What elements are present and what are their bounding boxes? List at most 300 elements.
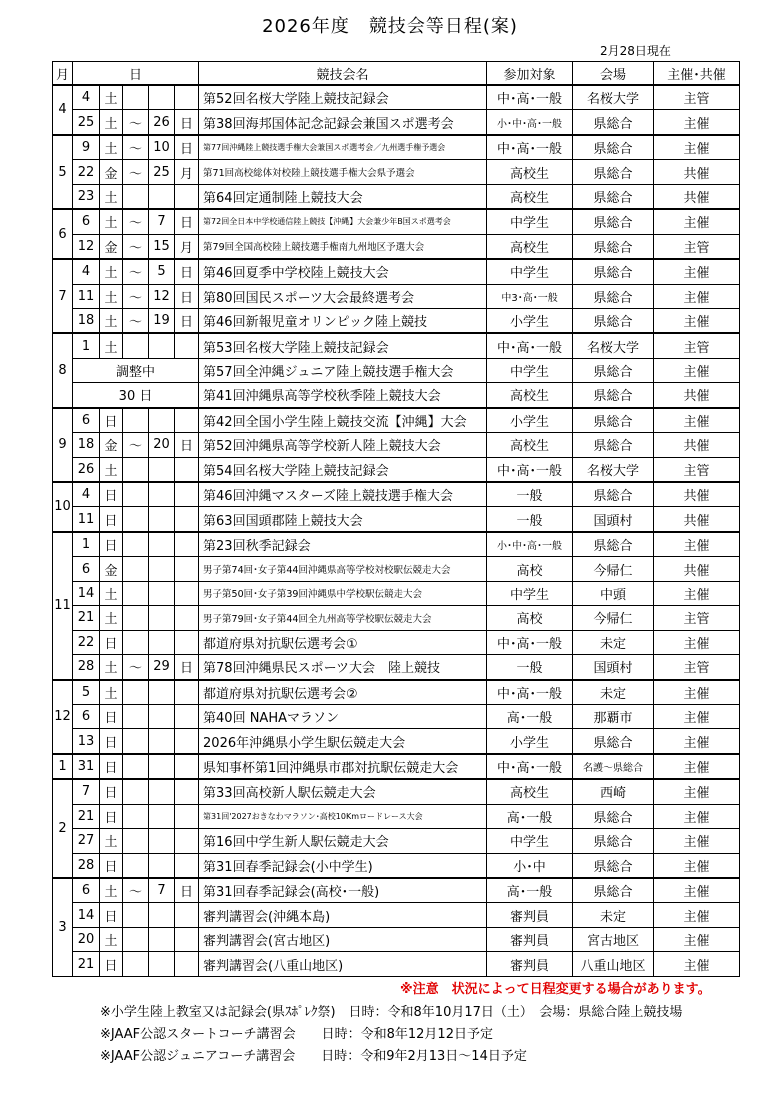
organizer-cell: 主管 bbox=[654, 85, 740, 110]
venue-cell: 中頭 bbox=[573, 581, 654, 605]
target-cell: 小･中･高･一般 bbox=[487, 532, 573, 557]
table-row bbox=[53, 135, 740, 160]
end-day-cell bbox=[149, 85, 175, 110]
table-row bbox=[53, 878, 740, 903]
event-name-cell: 第42回全国小学生陸上競技交流【沖縄】大会 bbox=[199, 408, 487, 433]
table-row bbox=[53, 110, 740, 135]
tilde-cell bbox=[123, 184, 149, 209]
event-name-cell: 第31回春季記録会(小中学生) bbox=[199, 853, 487, 878]
target-cell: 中･高･一般 bbox=[487, 333, 573, 358]
target-cell: 一般 bbox=[487, 482, 573, 507]
start-weekday-cell: 土 bbox=[100, 85, 123, 110]
table-row bbox=[53, 234, 740, 259]
venue-cell: 国頭村 bbox=[573, 655, 654, 680]
tilde-cell bbox=[123, 927, 149, 951]
end-day-cell bbox=[149, 184, 175, 209]
event-name-cell: 第46回新報児童オリンピック陸上競技 bbox=[199, 308, 487, 333]
start-weekday-cell: 土 bbox=[100, 606, 123, 630]
start-weekday-cell: 土 bbox=[100, 457, 123, 482]
end-weekday-cell bbox=[175, 532, 199, 557]
end-day-cell: 20 bbox=[149, 433, 175, 457]
end-day-cell: 19 bbox=[149, 308, 175, 333]
target-cell: 高･一般 bbox=[487, 704, 573, 728]
tilde-cell bbox=[123, 532, 149, 557]
end-day-cell bbox=[149, 903, 175, 927]
target-cell: 高校生 bbox=[487, 383, 573, 408]
start-weekday-cell: 土 bbox=[100, 927, 123, 951]
end-weekday-cell bbox=[175, 927, 199, 951]
table-row bbox=[53, 482, 740, 507]
tilde-cell bbox=[123, 507, 149, 532]
start-day-cell: 27 bbox=[73, 829, 100, 853]
organizer-cell: 共催 bbox=[654, 433, 740, 457]
organizer-cell: 主催 bbox=[654, 952, 740, 976]
venue-cell: 県総合 bbox=[573, 853, 654, 878]
start-day-cell: 12 bbox=[73, 234, 100, 259]
footnote-1: ※小学生陸上教室又は記録会(県ｽﾎﾟﾚｸ祭) 日時：令和8年10月17日（土） 会場：県総合陸上競技場 bbox=[100, 1005, 683, 1020]
organizer-cell: 主催 bbox=[654, 680, 740, 705]
footnote-2: ※JAAF公認スタートコーチ講習会 日時：令和8年12月12日予定 bbox=[100, 1027, 493, 1042]
end-day-cell bbox=[149, 804, 175, 828]
event-name-cell: 第54回名桜大学陸上競技記録会 bbox=[199, 457, 487, 482]
event-name-cell: 第52回沖縄県高等学校新人陸上競技大会 bbox=[199, 433, 487, 457]
event-name-cell: 第31回春季記録会(高校･一般) bbox=[199, 878, 487, 903]
end-day-cell bbox=[149, 482, 175, 507]
venue-cell: 県総合 bbox=[573, 160, 654, 184]
organizer-cell: 主管 bbox=[654, 333, 740, 358]
header-month: 月 bbox=[53, 62, 73, 86]
target-cell: 中･高･一般 bbox=[487, 754, 573, 779]
start-weekday-cell: 日 bbox=[100, 804, 123, 828]
event-name-cell: 第38回海邦国体記念記録会兼国スポ選考会 bbox=[199, 110, 487, 135]
venue-cell: 県総合 bbox=[573, 259, 654, 284]
table-row bbox=[53, 184, 740, 209]
end-weekday-cell: 日 bbox=[175, 433, 199, 457]
table-row bbox=[53, 655, 740, 680]
start-day-cell: 21 bbox=[73, 804, 100, 828]
table-row bbox=[53, 779, 740, 804]
start-weekday-cell: 金 bbox=[100, 433, 123, 457]
tilde-cell: 〜 bbox=[123, 110, 149, 135]
table-row bbox=[53, 358, 740, 382]
event-name-cell: 第80回国民スポーツ大会最終選考会 bbox=[199, 284, 487, 308]
start-weekday-cell: 土 bbox=[100, 308, 123, 333]
event-name-cell: 第78回沖縄県民スポーツ大会 陸上競技 bbox=[199, 655, 487, 680]
end-day-cell: 26 bbox=[149, 110, 175, 135]
month-cell: 12 bbox=[53, 680, 73, 754]
tilde-cell bbox=[123, 829, 149, 853]
table-row bbox=[53, 259, 740, 284]
table-row bbox=[53, 557, 740, 581]
month-cell: 6 bbox=[53, 209, 73, 259]
organizer-cell: 主催 bbox=[654, 135, 740, 160]
tilde-cell bbox=[123, 630, 149, 654]
organizer-cell: 主催 bbox=[654, 284, 740, 308]
venue-cell: 西崎 bbox=[573, 779, 654, 804]
table-row bbox=[53, 581, 740, 605]
end-weekday-cell bbox=[175, 581, 199, 605]
target-cell: 中･高･一般 bbox=[487, 457, 573, 482]
start-day-cell: 6 bbox=[73, 704, 100, 728]
event-name-cell: 第23回秋季記録会 bbox=[199, 532, 487, 557]
start-day-cell: 28 bbox=[73, 655, 100, 680]
organizer-cell: 主催 bbox=[654, 704, 740, 728]
table-row bbox=[53, 804, 740, 828]
tilde-cell: 〜 bbox=[123, 259, 149, 284]
end-weekday-cell: 日 bbox=[175, 878, 199, 903]
month-cell: 1 bbox=[53, 754, 73, 779]
end-day-cell bbox=[149, 829, 175, 853]
start-weekday-cell: 金 bbox=[100, 160, 123, 184]
event-name-cell: 第72回全日本中学校通信陸上競技【沖縄】大会兼少年B国スポ選考会 bbox=[199, 209, 487, 234]
start-day-cell: 18 bbox=[73, 433, 100, 457]
start-weekday-cell: 日 bbox=[100, 630, 123, 654]
end-weekday-cell bbox=[175, 85, 199, 110]
venue-cell: 那覇市 bbox=[573, 704, 654, 728]
event-name-cell: 男子第74回･女子第44回沖縄県高等学校対校駅伝競走大会 bbox=[199, 557, 487, 581]
end-weekday-cell bbox=[175, 952, 199, 976]
organizer-cell: 主催 bbox=[654, 308, 740, 333]
venue-cell: 今帰仁 bbox=[573, 606, 654, 630]
schedule-table bbox=[52, 61, 740, 977]
start-day-cell: 1 bbox=[73, 333, 100, 358]
organizer-cell: 共催 bbox=[654, 160, 740, 184]
month-cell: 9 bbox=[53, 408, 73, 482]
end-day-cell bbox=[149, 606, 175, 630]
start-weekday-cell: 土 bbox=[100, 284, 123, 308]
tilde-cell bbox=[123, 85, 149, 110]
tilde-cell bbox=[123, 729, 149, 754]
table-row bbox=[53, 209, 740, 234]
end-weekday-cell bbox=[175, 630, 199, 654]
end-weekday-cell bbox=[175, 184, 199, 209]
organizer-cell: 主催 bbox=[654, 804, 740, 828]
event-name-cell: 第41回沖縄県高等学校秋季陸上競技大会 bbox=[199, 383, 487, 408]
tilde-cell bbox=[123, 606, 149, 630]
organizer-cell: 主催 bbox=[654, 878, 740, 903]
start-weekday-cell: 土 bbox=[100, 209, 123, 234]
organizer-cell: 主催 bbox=[654, 408, 740, 433]
target-cell: 中学生 bbox=[487, 829, 573, 853]
start-day-cell: 21 bbox=[73, 952, 100, 976]
tilde-cell bbox=[123, 952, 149, 976]
target-cell: 小学生 bbox=[487, 408, 573, 433]
schedule-body bbox=[53, 85, 740, 976]
event-name-cell: 第71回高校総体対校陸上競技選手権大会県予選会 bbox=[199, 160, 487, 184]
tilde-cell: 〜 bbox=[123, 135, 149, 160]
organizer-cell: 主催 bbox=[654, 829, 740, 853]
venue-cell: 県総合 bbox=[573, 729, 654, 754]
start-weekday-cell: 日 bbox=[100, 704, 123, 728]
start-day-cell: 23 bbox=[73, 184, 100, 209]
target-cell: 一般 bbox=[487, 507, 573, 532]
event-name-cell: 第46回沖縄マスターズ陸上競技選手権大会 bbox=[199, 482, 487, 507]
end-day-cell bbox=[149, 680, 175, 705]
tilde-cell bbox=[123, 557, 149, 581]
organizer-cell: 主催 bbox=[654, 903, 740, 927]
venue-cell: 県総合 bbox=[573, 209, 654, 234]
tilde-cell: 〜 bbox=[123, 878, 149, 903]
table-row bbox=[53, 457, 740, 482]
month-cell: 4 bbox=[53, 85, 73, 135]
event-name-cell: 都道府県対抗駅伝選考会② bbox=[199, 680, 487, 705]
organizer-cell: 主管 bbox=[654, 457, 740, 482]
tilde-cell bbox=[123, 408, 149, 433]
day-range-cell: 調整中 bbox=[73, 358, 199, 382]
start-weekday-cell: 土 bbox=[100, 829, 123, 853]
tilde-cell: 〜 bbox=[123, 160, 149, 184]
organizer-cell: 共催 bbox=[654, 507, 740, 532]
organizer-cell: 主催 bbox=[654, 581, 740, 605]
end-weekday-cell: 日 bbox=[175, 308, 199, 333]
end-weekday-cell bbox=[175, 754, 199, 779]
tilde-cell bbox=[123, 457, 149, 482]
target-cell: 高校生 bbox=[487, 234, 573, 259]
organizer-cell: 主管 bbox=[654, 234, 740, 259]
start-day-cell: 11 bbox=[73, 284, 100, 308]
target-cell: 高校生 bbox=[487, 433, 573, 457]
venue-cell: 名桜大学 bbox=[573, 333, 654, 358]
end-weekday-cell bbox=[175, 557, 199, 581]
venue-cell: 県総合 bbox=[573, 358, 654, 382]
tilde-cell bbox=[123, 704, 149, 728]
target-cell: 高･一般 bbox=[487, 804, 573, 828]
start-day-cell: 4 bbox=[73, 85, 100, 110]
organizer-cell: 主催 bbox=[654, 209, 740, 234]
end-day-cell bbox=[149, 952, 175, 976]
header-target: 参加対象 bbox=[487, 62, 573, 86]
target-cell: 中･高･一般 bbox=[487, 680, 573, 705]
organizer-cell: 主管 bbox=[654, 606, 740, 630]
table-row bbox=[53, 704, 740, 728]
start-day-cell: 4 bbox=[73, 482, 100, 507]
start-day-cell: 6 bbox=[73, 209, 100, 234]
end-weekday-cell bbox=[175, 704, 199, 728]
organizer-cell: 主催 bbox=[654, 358, 740, 382]
start-weekday-cell: 日 bbox=[100, 408, 123, 433]
target-cell: 小学生 bbox=[487, 729, 573, 754]
end-day-cell bbox=[149, 557, 175, 581]
table-row bbox=[53, 729, 740, 754]
table-row bbox=[53, 308, 740, 333]
end-weekday-cell: 日 bbox=[175, 135, 199, 160]
organizer-cell: 主催 bbox=[654, 729, 740, 754]
event-name-cell: 第40回 NAHAマラソン bbox=[199, 704, 487, 728]
tilde-cell: 〜 bbox=[123, 284, 149, 308]
table-row bbox=[53, 507, 740, 532]
header-org: 主催･共催 bbox=[654, 62, 740, 86]
table-row bbox=[53, 927, 740, 951]
table-row bbox=[53, 333, 740, 358]
end-weekday-cell: 日 bbox=[175, 209, 199, 234]
start-weekday-cell: 土 bbox=[100, 110, 123, 135]
organizer-cell: 共催 bbox=[654, 383, 740, 408]
organizer-cell: 共催 bbox=[654, 184, 740, 209]
target-cell: 高校 bbox=[487, 557, 573, 581]
organizer-cell: 主催 bbox=[654, 927, 740, 951]
start-day-cell: 6 bbox=[73, 878, 100, 903]
event-name-cell: 第52回名桜大学陸上競技記録会 bbox=[199, 85, 487, 110]
end-day-cell bbox=[149, 507, 175, 532]
end-day-cell: 15 bbox=[149, 234, 175, 259]
organizer-cell: 主催 bbox=[654, 259, 740, 284]
organizer-cell: 主催 bbox=[654, 110, 740, 135]
start-day-cell: 22 bbox=[73, 160, 100, 184]
venue-cell: 県総合 bbox=[573, 284, 654, 308]
month-cell: 11 bbox=[53, 532, 73, 680]
target-cell: 中3･高･一般 bbox=[487, 284, 573, 308]
event-name-cell: 男子第50回･女子第39回沖縄県中学校駅伝競走大会 bbox=[199, 581, 487, 605]
event-name-cell: 審判講習会(宮古地区) bbox=[199, 927, 487, 951]
venue-cell: 県総合 bbox=[573, 482, 654, 507]
table-row bbox=[53, 532, 740, 557]
event-name-cell: 第53回名桜大学陸上競技記録会 bbox=[199, 333, 487, 358]
event-name-cell: 第64回定通制陸上競技大会 bbox=[199, 184, 487, 209]
venue-cell: 今帰仁 bbox=[573, 557, 654, 581]
target-cell: 小学生 bbox=[487, 308, 573, 333]
table-row bbox=[53, 952, 740, 976]
event-name-cell: 第31回'2027おきなわマラソン･高校10Kmロードレース大会 bbox=[199, 804, 487, 828]
start-weekday-cell: 日 bbox=[100, 779, 123, 804]
target-cell: 一般 bbox=[487, 655, 573, 680]
end-weekday-cell bbox=[175, 606, 199, 630]
start-weekday-cell: 日 bbox=[100, 729, 123, 754]
event-name-cell: 第79回全国高校陸上競技選手権南九州地区予選大会 bbox=[199, 234, 487, 259]
start-day-cell: 13 bbox=[73, 729, 100, 754]
end-day-cell bbox=[149, 927, 175, 951]
start-day-cell: 22 bbox=[73, 630, 100, 654]
table-row bbox=[53, 680, 740, 705]
table-row bbox=[53, 408, 740, 433]
end-weekday-cell: 月 bbox=[175, 234, 199, 259]
venue-cell: 名桜大学 bbox=[573, 85, 654, 110]
end-weekday-cell bbox=[175, 680, 199, 705]
table-row bbox=[53, 433, 740, 457]
start-weekday-cell: 日 bbox=[100, 754, 123, 779]
end-weekday-cell bbox=[175, 853, 199, 878]
start-day-cell: 4 bbox=[73, 259, 100, 284]
end-weekday-cell bbox=[175, 779, 199, 804]
venue-cell: 未定 bbox=[573, 680, 654, 705]
start-day-cell: 11 bbox=[73, 507, 100, 532]
venue-cell: 未定 bbox=[573, 903, 654, 927]
end-weekday-cell: 日 bbox=[175, 110, 199, 135]
start-weekday-cell: 日 bbox=[100, 482, 123, 507]
tilde-cell bbox=[123, 754, 149, 779]
event-name-cell: 男子第79回･女子第44回全九州高等学校駅伝競走大会 bbox=[199, 606, 487, 630]
header-row bbox=[53, 62, 740, 86]
start-weekday-cell: 土 bbox=[100, 655, 123, 680]
venue-cell: 県総合 bbox=[573, 110, 654, 135]
start-weekday-cell: 土 bbox=[100, 259, 123, 284]
table-row bbox=[53, 160, 740, 184]
event-name-cell: 第77回沖縄陸上競技選手権大会兼国スポ選考会／九州選手権予選会 bbox=[199, 135, 487, 160]
organizer-cell: 主催 bbox=[654, 853, 740, 878]
table-row bbox=[53, 85, 740, 110]
end-day-cell bbox=[149, 704, 175, 728]
start-day-cell: 14 bbox=[73, 903, 100, 927]
footnote-3: ※JAAF公認ジュニアコーチ講習会 日時：令和9年2月13日〜14日予定 bbox=[100, 1049, 527, 1064]
end-day-cell bbox=[149, 581, 175, 605]
organizer-cell: 共催 bbox=[654, 557, 740, 581]
event-name-cell: 審判講習会(沖縄本島) bbox=[199, 903, 487, 927]
venue-cell: 宮古地区 bbox=[573, 927, 654, 951]
event-name-cell: 第46回夏季中学校陸上競技大会 bbox=[199, 259, 487, 284]
start-weekday-cell: 土 bbox=[100, 680, 123, 705]
tilde-cell bbox=[123, 581, 149, 605]
target-cell: 小･中 bbox=[487, 853, 573, 878]
start-day-cell: 20 bbox=[73, 927, 100, 951]
end-weekday-cell bbox=[175, 507, 199, 532]
start-day-cell: 28 bbox=[73, 853, 100, 878]
venue-cell: 県総合 bbox=[573, 184, 654, 209]
tilde-cell bbox=[123, 482, 149, 507]
tilde-cell bbox=[123, 333, 149, 358]
month-cell: 7 bbox=[53, 259, 73, 333]
event-name-cell: 2026年沖縄県小学生駅伝競走大会 bbox=[199, 729, 487, 754]
start-day-cell: 7 bbox=[73, 779, 100, 804]
organizer-cell: 主管 bbox=[654, 655, 740, 680]
tilde-cell: 〜 bbox=[123, 655, 149, 680]
venue-cell: 県総合 bbox=[573, 804, 654, 828]
end-weekday-cell: 日 bbox=[175, 655, 199, 680]
start-weekday-cell: 日 bbox=[100, 952, 123, 976]
tilde-cell: 〜 bbox=[123, 433, 149, 457]
venue-cell: 名桜大学 bbox=[573, 457, 654, 482]
start-day-cell: 31 bbox=[73, 754, 100, 779]
target-cell: 高校生 bbox=[487, 160, 573, 184]
month-cell: 3 bbox=[53, 878, 73, 976]
end-day-cell bbox=[149, 333, 175, 358]
end-weekday-cell bbox=[175, 482, 199, 507]
table-row bbox=[53, 903, 740, 927]
organizer-cell: 主催 bbox=[654, 630, 740, 654]
table-row bbox=[53, 829, 740, 853]
start-day-cell: 26 bbox=[73, 457, 100, 482]
venue-cell: 県総合 bbox=[573, 308, 654, 333]
event-name-cell: 第16回中学生新人駅伝競走大会 bbox=[199, 829, 487, 853]
start-day-cell: 14 bbox=[73, 581, 100, 605]
venue-cell: 県総合 bbox=[573, 433, 654, 457]
tilde-cell bbox=[123, 680, 149, 705]
table-row bbox=[53, 383, 740, 408]
tilde-cell bbox=[123, 903, 149, 927]
start-weekday-cell: 土 bbox=[100, 878, 123, 903]
header-venue: 会場 bbox=[573, 62, 654, 86]
venue-cell: 県総合 bbox=[573, 383, 654, 408]
end-day-cell: 29 bbox=[149, 655, 175, 680]
end-day-cell: 7 bbox=[149, 209, 175, 234]
end-day-cell bbox=[149, 630, 175, 654]
target-cell: 審判員 bbox=[487, 952, 573, 976]
target-cell: 高校 bbox=[487, 606, 573, 630]
table-row bbox=[53, 606, 740, 630]
organizer-cell: 主催 bbox=[654, 754, 740, 779]
event-name-cell: 県知事杯第1回沖縄県市郡対抗駅伝競走大会 bbox=[199, 754, 487, 779]
venue-cell: 県総合 bbox=[573, 408, 654, 433]
event-name-cell: 第63回国頭郡陸上競技大会 bbox=[199, 507, 487, 532]
table-row bbox=[53, 284, 740, 308]
as-of-date: 2月28日現在 bbox=[600, 44, 671, 58]
target-cell: 中学生 bbox=[487, 581, 573, 605]
end-day-cell: 5 bbox=[149, 259, 175, 284]
end-day-cell bbox=[149, 779, 175, 804]
end-day-cell bbox=[149, 754, 175, 779]
event-name-cell: 第57回全沖縄ジュニア陸上競技選手権大会 bbox=[199, 358, 487, 382]
target-cell: 中学生 bbox=[487, 259, 573, 284]
tilde-cell bbox=[123, 779, 149, 804]
start-day-cell: 9 bbox=[73, 135, 100, 160]
